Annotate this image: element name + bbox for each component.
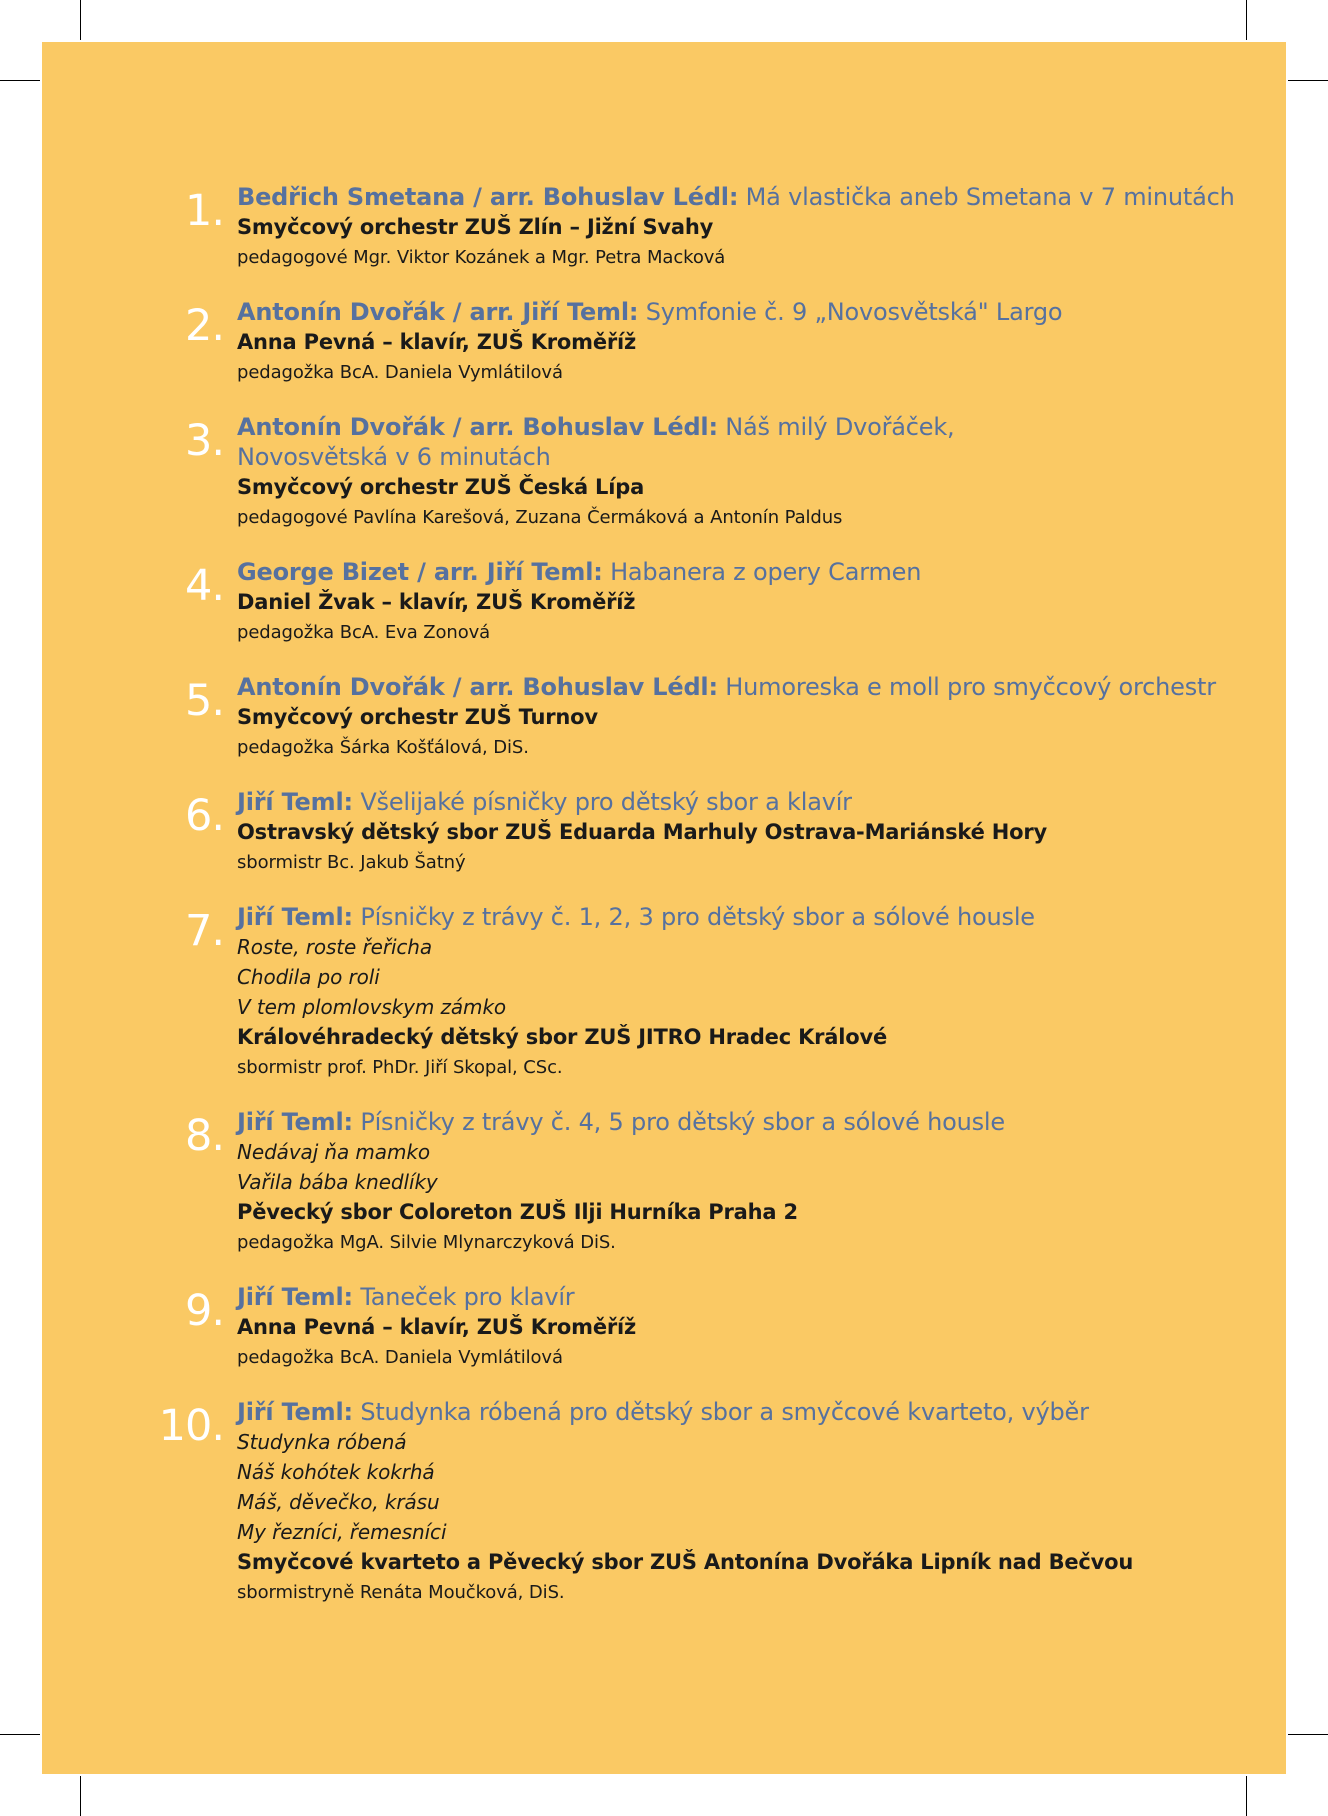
item-work: Humoreska e moll pro smyčcový orchestr — [725, 673, 1216, 701]
item-work-continued: Novosvětská v 6 minutách — [237, 443, 551, 471]
item-teacher: pedagožka BcA. Daniela Vymlátilová — [237, 1347, 563, 1368]
item-composer: Bedřich Smetana / arr. Bohuslav Lédl: — [237, 183, 739, 211]
item-number: 1. — [184, 186, 224, 236]
item-performer: Daniel Žvak – klavír, ZUŠ Kroměříž — [237, 590, 636, 614]
item-performer: Smyčcové kvarteto a Pěvecký sbor ZUŠ Antonína Dvořáka Lipník nad Bečvou — [237, 1550, 1134, 1574]
item-work: Habanera z opery Carmen — [610, 558, 922, 586]
item-title — [237, 672, 1286, 702]
item-song: Chodila po roli — [237, 965, 380, 989]
item-work: Písničky z trávy č. 1, 2, 3 pro dětský sbor a sólové housle — [360, 903, 1035, 931]
item-work: Všelijaké písničky pro dětský sbor a klavír — [360, 788, 852, 816]
item-number: 4. — [184, 561, 224, 611]
item-title — [237, 182, 1286, 212]
item-song: Roste, roste řeřicha — [237, 935, 433, 959]
item-teacher: pedagožka Šárka Košťálová, DiS. — [237, 737, 529, 758]
item-work: Studynka róbená pro dětský sbor a smyčcové kvarteto, výběr — [360, 1398, 1089, 1426]
item-teacher: pedagožka BcA. Eva Zonová — [237, 622, 491, 643]
program-item — [42, 182, 1286, 273]
item-composer: Antonín Dvořák / arr. Bohuslav Lédl: — [237, 413, 718, 441]
item-number: 7. — [184, 906, 224, 956]
item-song: Studynka róbená — [237, 1430, 407, 1454]
item-composer: Jiří Teml: — [237, 1108, 353, 1136]
item-title — [237, 1107, 1286, 1137]
program-item — [42, 902, 1286, 1083]
item-teacher: sbormistryně Renáta Moučková, DiS. — [237, 1582, 565, 1603]
program-item — [42, 1107, 1286, 1258]
item-work: Písničky z trávy č. 4, 5 pro dětský sbor a sólové housle — [360, 1108, 1005, 1136]
item-composer: Antonín Dvořák / arr. Bohuslav Lédl: — [237, 673, 718, 701]
crop-mark-bottom-right — [1246, 1776, 1247, 1816]
item-performer: Ostravský dětský sbor ZUŠ Eduarda Marhuly Ostrava-Mariánské Hory — [237, 820, 1048, 844]
item-song: Vařila bába knedlíky — [237, 1170, 438, 1194]
item-work: Taneček pro klavír — [360, 1283, 575, 1311]
item-composer: Jiří Teml: — [237, 1398, 353, 1426]
item-title — [237, 557, 1286, 587]
item-composer: Jiří Teml: — [237, 903, 353, 931]
item-number: 8. — [184, 1111, 224, 1161]
item-title — [237, 902, 1286, 932]
item-title — [237, 787, 1286, 817]
program-item — [42, 412, 1286, 533]
crop-mark-left-top — [0, 80, 40, 81]
item-song: Máš, děvečko, krásu — [237, 1490, 440, 1514]
item-work: Náš milý Dvořáček, — [725, 413, 955, 441]
crop-mark-bottom-left — [80, 1776, 81, 1816]
item-title — [237, 1397, 1286, 1427]
crop-mark-top-left — [80, 0, 81, 40]
item-number: 10. — [158, 1401, 224, 1451]
program-list — [42, 182, 1286, 1632]
program-item — [42, 672, 1286, 763]
item-performer: Anna Pevná – klavír, ZUŠ Kroměříž — [237, 1315, 637, 1339]
program-page — [42, 42, 1286, 1774]
item-teacher: sbormistr prof. PhDr. Jiří Skopal, CSc. — [237, 1057, 563, 1078]
program-item — [42, 787, 1286, 878]
program-item — [42, 1282, 1286, 1373]
crop-mark-right-bottom — [1288, 1734, 1328, 1735]
program-item — [42, 297, 1286, 388]
item-title — [237, 297, 1286, 327]
item-song: Náš kohótek kokrhá — [237, 1460, 435, 1484]
item-teacher: pedagogové Pavlína Karešová, Zuzana Čermáková a Antonín Paldus — [237, 507, 843, 528]
item-teacher: pedagogové Mgr. Viktor Kozánek a Mgr. Petra Macková — [237, 247, 726, 268]
item-performer: Smyčcový orchestr ZUŠ Česká Lípa — [237, 475, 645, 499]
crop-mark-right-top — [1288, 80, 1328, 81]
item-number: 9. — [184, 1286, 224, 1336]
item-performer: Královéhradecký dětský sbor ZUŠ JITRO Hradec Králové — [237, 1025, 888, 1049]
item-teacher: sbormistr Bc. Jakub Šatný — [237, 852, 466, 873]
item-song: Nedávaj ňa mamko — [237, 1140, 430, 1164]
item-performer: Pěvecký sbor Coloreton ZUŠ Ilji Hurníka Praha 2 — [237, 1200, 798, 1224]
item-composer: Jiří Teml: — [237, 788, 353, 816]
item-performer: Smyčcový orchestr ZUŠ Zlín – Jižní Svahy — [237, 215, 714, 239]
program-item — [42, 1397, 1286, 1608]
crop-mark-left-bottom — [0, 1734, 40, 1735]
crop-mark-top-right — [1246, 0, 1247, 40]
item-teacher: pedagožka BcA. Daniela Vymlátilová — [237, 362, 563, 383]
item-composer: George Bizet / arr. Jiří Teml: — [237, 558, 603, 586]
item-number: 3. — [184, 416, 224, 466]
item-number: 2. — [184, 301, 224, 351]
item-work: Má vlastička aneb Smetana v 7 minutách — [745, 183, 1235, 211]
item-song: V tem plomlovskym zámko — [237, 995, 507, 1019]
item-performer: Anna Pevná – klavír, ZUŠ Kroměříž — [237, 330, 637, 354]
item-number: 6. — [184, 791, 224, 841]
item-song: My řezníci, řemesníci — [237, 1520, 447, 1544]
item-composer: Jiří Teml: — [237, 1283, 353, 1311]
item-title — [237, 412, 1286, 442]
item-work: Symfonie č. 9 „Novosvětská" Largo — [645, 298, 1063, 326]
program-item — [42, 557, 1286, 648]
item-teacher: pedagožka MgA. Silvie Mlynarczyková DiS. — [237, 1232, 616, 1253]
item-title — [237, 1282, 1286, 1312]
item-composer: Antonín Dvořák / arr. Jiří Teml: — [237, 298, 639, 326]
item-performer: Smyčcový orchestr ZUŠ Turnov — [237, 705, 598, 729]
item-number: 5. — [184, 676, 224, 726]
